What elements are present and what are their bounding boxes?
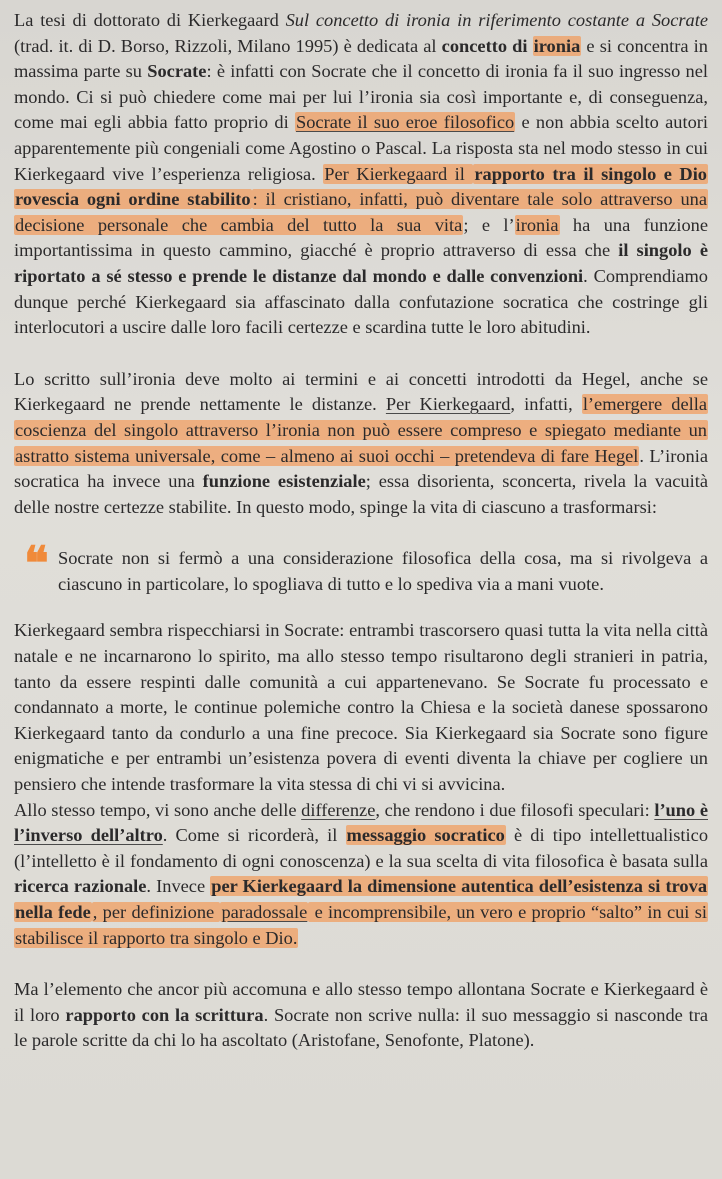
- book-title: Sul concetto di ironia in riferimento costante a Socrate: [285, 10, 709, 30]
- paragraph-thesis: [14, 8, 708, 341]
- highlighted-term: paradossale: [221, 902, 308, 922]
- paragraph-comparison: Kierkegaard sembra rispecchiarsi in Socrate: entrambi trascorsero quasi tutta la vita nella città natale e ne incarnarono lo spirito, ma allo stesso tempo risultarono degli stranieri in patria, tanto da essere respinti dalle comunità a cui appartenevano. Se Socrate fu processato e condannato a morte, le continue polemiche contro la Chiesa e la società danese spossarono Kierkegaard tanto da condurlo a una fine precoce. Sia Kierkegaard sia Socrate sono figure enigmatiche e per entrambi un’esistenza povera di eventi diventa la chiave per cogliere un pensiero che intende trasformare la vita stessa di chi vi si avvicina.: [14, 620, 708, 795]
- text-span: e si concentra in massima parte su: [14, 35, 708, 82]
- bold-term: concetto di: [441, 35, 533, 56]
- highlighted-phrase: e incomprensibile, un vero e proprio “salto” in cui si stabilisce il rapporto tra singolo e Dio.: [15, 902, 707, 948]
- highlighted-bold-phrase: per Kierkegaard la dimensione autentica dell’esistenza si trova nella fede: [15, 876, 708, 922]
- text-span: ; essa disorienta, sconcerta, rivela la vacuità delle nostre certezze stabilite. In questo modo, spinge la vita di ciascuno a trasformarsi:: [14, 471, 708, 517]
- paragraph-writing: [14, 977, 708, 1054]
- quotation-block: [14, 536, 708, 597]
- bold-phrase: il singolo è riportato a sé stesso e prende le distanze dal mondo e dalle convenzioni: [14, 240, 708, 286]
- highlighted-phrase: , per definizione: [92, 902, 220, 922]
- underlined-term: differenze: [301, 799, 376, 820]
- text-span: (trad. it. di D. Borso, Rizzoli, Milano 1995) è dedicata al: [14, 35, 442, 56]
- highlighted-phrase: : il cristiano, infatti, può diventare tale solo attraverso una decisione personale che cambia del tutto la sua vita: [15, 189, 707, 235]
- bold-phrase: ricerca razionale: [14, 876, 147, 897]
- text-span: . Comprendiamo dunque perché Kierkegaard sia affascinato dalla confutazione socratica che costringe gli interlocutori a uscire dalle loro facili certezze e scardina tutte le loro abitudini.: [14, 265, 709, 338]
- bold-term: funzione esistenziale: [202, 471, 366, 492]
- text-span: , infatti,: [510, 394, 582, 415]
- quotation-text: Socrate non si fermò a una considerazione filosofica della cosa, ma si rivolgeva a ciascuno in particolare, lo spogliava di tutto e lo spediva via a mani vuote.: [58, 548, 708, 594]
- text-span: . Come si ricorderà, il: [162, 825, 346, 846]
- text-span: ha una funzione importantissima in questo cammino, giacché è proprio attraverso di essa che: [14, 214, 708, 261]
- bold-term: Socrate: [147, 61, 207, 82]
- text-span: e non abbia scelto autori apparentemente più congeniali come Agostino o Pascal. La risposta sta nel modo stesso in cui Kierkegaard vive l’esperienza religiosa.: [14, 112, 708, 184]
- text-span: . Socrate non scrive nulla: il suo messaggio si nasconde tra le parole scritte da chi lo ha ascoltato (Aristofane, Senofonte, Platone).: [14, 1004, 708, 1051]
- text-span: Allo stesso tempo, vi sono anche delle: [14, 799, 302, 820]
- text-span: Ma l’elemento che ancor più accomuna e allo stesso tempo allontana Socrate e Kierkegaard è il loro: [14, 979, 708, 1025]
- highlighted-phrase: Socrate il suo eroe filosofico: [295, 112, 515, 133]
- highlighted-term: ironia: [515, 214, 559, 235]
- highlighted-bold-phrase: rapporto tra il singolo e Dio rovescia ogni ordine stabilito: [15, 163, 708, 210]
- underlined-phrase: Per Kierkegaard: [385, 394, 511, 415]
- paragraph-hegel: [14, 367, 708, 521]
- text-span: La tesi di dottorato di Kierkegaard: [14, 10, 286, 30]
- text-span: , che rendono i due filosofi speculari:: [375, 799, 655, 820]
- quote-mark-icon: ❝: [24, 536, 49, 591]
- text-span: . Invece: [146, 876, 211, 897]
- text-span: Lo scritto sull’ironia deve molto ai termini e ai concetti introdotti da Hegel, anche se Kierkegaard ne prende nettamente le distanze.: [14, 368, 708, 415]
- paragraph-differences: [14, 798, 708, 952]
- highlighted-phrase: Per Kierkegaard il: [324, 163, 473, 184]
- text-span: . L’ironia socratica ha invece una: [14, 445, 708, 492]
- highlighted-bold-phrase: messaggio socratico: [346, 825, 505, 846]
- highlighted-term: ironia: [533, 35, 581, 56]
- highlighted-phrase: l’emergere della coscienza del singolo attraverso l’ironia non può essere compreso e spiegato mediante un astratto sistema universale, come – almeno ai suoi occhi – pretendeva di fare Hegel: [15, 394, 707, 466]
- text-span: ; e l’: [463, 214, 515, 235]
- text-span: è di tipo intellettualistico (l’intelletto è il fondamento di ogni conoscenza) e la sua scelta di vita filosofica è basata sulla: [14, 825, 709, 871]
- bold-phrase: l’uno è l’inverso dell’altro: [14, 799, 708, 846]
- text-span: : è infatti con Socrate che il concetto di ironia fa il suo ingresso nel mondo. Ci si può chiedere come mai per lui l’ironia sia così importante e, di conseguenza, come mai egli abbia fatto proprio di: [14, 61, 708, 133]
- bold-phrase: rapporto con la scrittura: [65, 1004, 264, 1025]
